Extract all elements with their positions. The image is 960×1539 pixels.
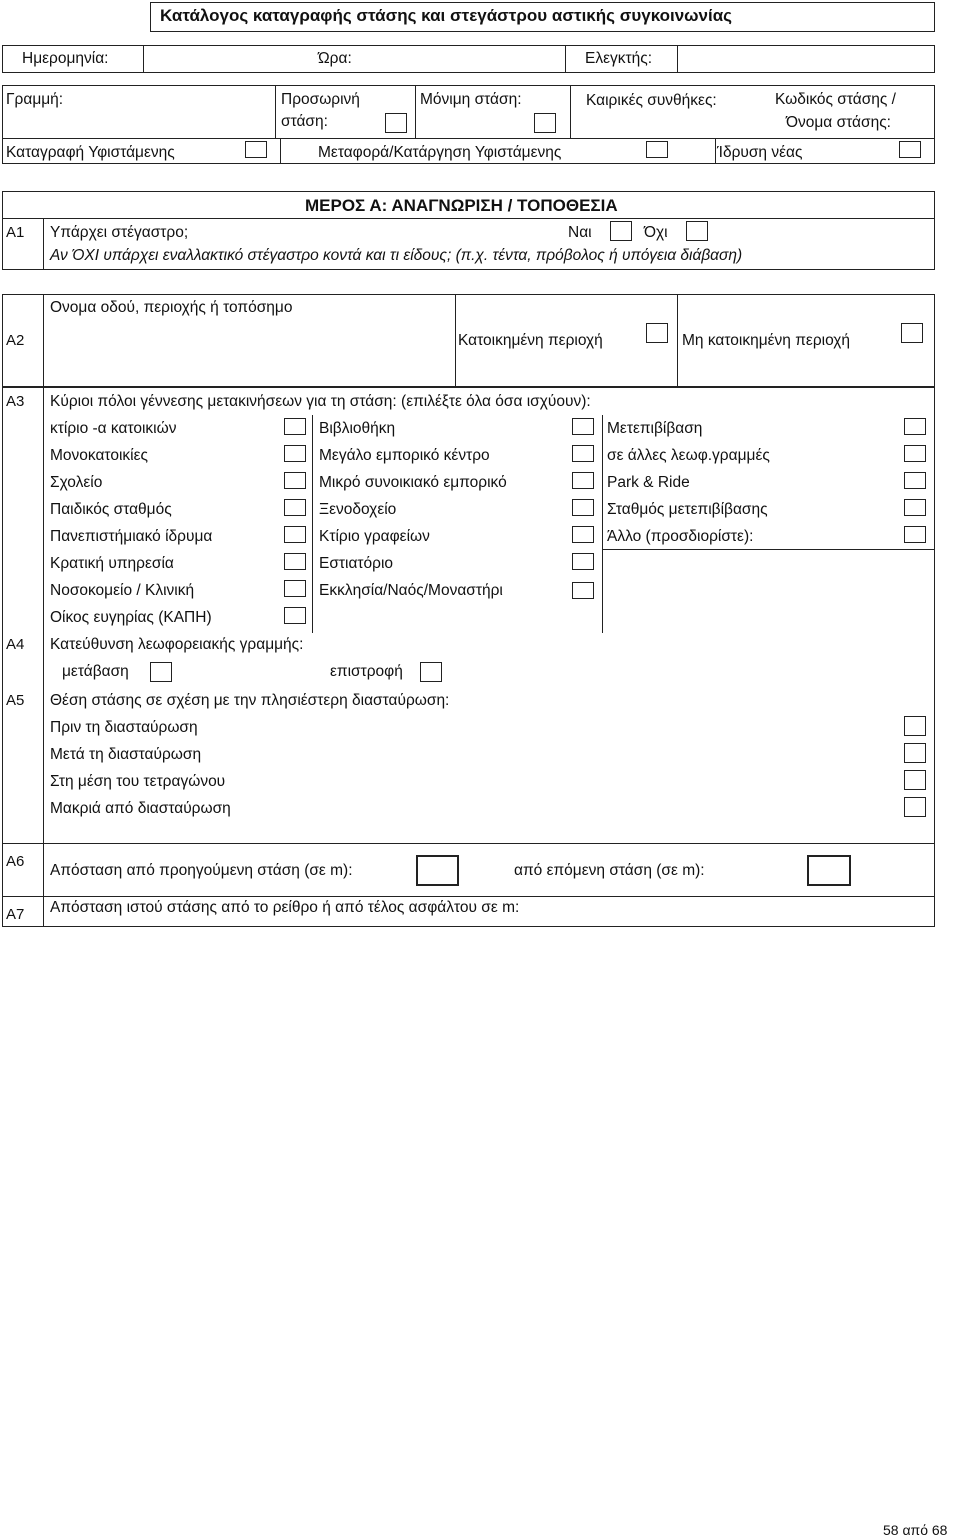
a4-outbound-label: μετάβαση: [62, 663, 129, 680]
a3-col2-checkbox[interactable]: [572, 418, 594, 435]
a4-return-checkbox[interactable]: [420, 662, 442, 682]
a6-code: A6: [6, 853, 25, 870]
a3-col2-checkbox[interactable]: [572, 445, 594, 462]
move-cancel-checkbox[interactable]: [646, 141, 668, 158]
a5-option-checkbox[interactable]: [904, 716, 926, 736]
a3-col1-item: Κρατική υπηρεσία: [50, 555, 174, 572]
a3-col2-checkbox[interactable]: [572, 472, 594, 489]
a3-col3-checkbox[interactable]: [904, 526, 926, 543]
a3-col3-checkbox[interactable]: [904, 472, 926, 489]
a3-col3-item: Park & Ride: [607, 474, 690, 491]
a1-question: Υπάρχει στέγαστρο;: [50, 224, 189, 241]
a3-col2-item: Μεγάλο εμπορικό κέντρο: [319, 447, 490, 464]
a3-col1-checkbox[interactable]: [284, 607, 306, 624]
a3-a7-box: [2, 387, 935, 927]
a3-col2-checkbox[interactable]: [572, 499, 594, 516]
a3-col1-item: Παιδικός σταθμός: [50, 501, 172, 518]
a3-col2-checkbox[interactable]: [572, 526, 594, 543]
a3-col2-item: Εστιατόριο: [319, 555, 394, 572]
a6-prev-label: Απόσταση από προηγούμενη στάση (σε m):: [50, 862, 353, 879]
a3-col3-item: Σταθμός μετεπιβίβασης: [607, 501, 768, 518]
a3-col1-item: Πανεπιστήμιακό ίδρυμα: [50, 528, 213, 545]
a3-col1-checkbox[interactable]: [284, 580, 306, 597]
a2-code: A2: [6, 332, 25, 349]
temp-stop-checkbox[interactable]: [385, 113, 407, 133]
a3-col2-checkbox[interactable]: [572, 582, 594, 599]
a3-col2-item: Εκκλησία/Ναός/Μοναστήρι: [319, 582, 503, 599]
a3-col2-item: Μικρό συνοικιακό εμπορικό: [319, 474, 507, 491]
a3-question: Κύριοι πόλοι γέννεσης μετακινήσεων για τη στάση: (επιλέξτε όλα όσα ισχύουν):: [50, 393, 591, 410]
record-existing-checkbox[interactable]: [245, 141, 267, 158]
a1-alt-question: Αν ΌΧΙ υπάρχει εναλλακτικό στέγαστρο κοντά και τι είδους; (π.χ. τέντα, πρόβολος ή υπόγεια διάβαση): [50, 247, 743, 264]
new-stop-checkbox[interactable]: [899, 141, 921, 158]
line-label: Γραμμή:: [6, 91, 64, 108]
a5-question: Θέση στάσης σε σχέση με την πλησιέστερη διασταύρωση:: [50, 692, 450, 709]
page-number: 58 από 68: [883, 1522, 948, 1538]
a5-option-checkbox[interactable]: [904, 743, 926, 763]
a1-no-label: Όχι: [644, 224, 668, 241]
a5-option: Μετά τη διασταύρωση: [50, 746, 202, 763]
a3-col2-item: Ξενοδοχείο: [319, 501, 397, 518]
a4-code: A4: [6, 636, 25, 653]
move-cancel-label: Μεταφορά/Κατάργηση Υφιστάμενης: [318, 144, 562, 161]
a5-code: A5: [6, 692, 25, 709]
a6-next-label: από επόμενη στάση (σε m):: [514, 862, 705, 879]
a2-urban-checkbox[interactable]: [646, 323, 668, 343]
date-row: [2, 45, 935, 73]
record-existing-label: Καταγραφή Υφιστάμενης: [6, 144, 175, 161]
stop-code-label-1: Κωδικός στάσης /: [775, 91, 896, 108]
a2-street-label: Ονομα οδού, περιοχής ή τοπόσημο: [50, 299, 293, 316]
weather-label: Καιρικές συνθήκες:: [586, 92, 717, 109]
a7-label: Απόσταση ιστού στάσης από το ρείθρο ή από τέλος ασφάλτου σε m:: [50, 899, 520, 916]
perm-stop-label: Μόνιμη στάση:: [420, 91, 522, 108]
a1-no-checkbox[interactable]: [686, 221, 708, 241]
a3-col3-item: Άλλο (προσδιορίστε):: [607, 528, 754, 545]
a4-outbound-checkbox[interactable]: [150, 662, 172, 682]
a3-col1-checkbox[interactable]: [284, 499, 306, 516]
a4-question: Κατεύθυνση λεωφορειακής γραμμής:: [50, 636, 304, 653]
a3-col2-item: Κτίριο γραφείων: [319, 528, 430, 545]
a3-col1-checkbox[interactable]: [284, 553, 306, 570]
a6-prev-distance-input[interactable]: [416, 855, 459, 886]
a3-col1-item: Σχολείο: [50, 474, 103, 491]
section-a-title: ΜΕΡΟΣ Α: ΑΝΑΓΝΩΡΙΣΗ / ΤΟΠΟΘΕΣΙΑ: [305, 196, 618, 215]
a5-option: Πριν τη διασταύρωση: [50, 719, 198, 736]
a3-col1-checkbox[interactable]: [284, 526, 306, 543]
temp-stop-label-1: Προσωρινή: [281, 91, 360, 108]
new-stop-label: Ίδρυση νέας: [717, 144, 803, 161]
a6-next-distance-input[interactable]: [807, 855, 851, 886]
date-label: Ημερομηνία:: [22, 50, 109, 67]
a1-yes-checkbox[interactable]: [610, 221, 632, 241]
a3-col1-item: Μονοκατοικίες: [50, 447, 148, 464]
perm-stop-checkbox[interactable]: [534, 113, 556, 133]
a3-code: A3: [6, 393, 25, 410]
a3-col2-checkbox[interactable]: [572, 553, 594, 570]
a7-code: A7: [6, 906, 25, 923]
a5-option: Στη μέση του τετραγώνου: [50, 773, 226, 790]
a3-col2-item: Βιβλιοθήκη: [319, 420, 396, 437]
a2-non-urban-checkbox[interactable]: [901, 323, 923, 343]
a5-option-checkbox[interactable]: [904, 797, 926, 817]
a3-col3-checkbox[interactable]: [904, 499, 926, 516]
a3-col3-checkbox[interactable]: [904, 418, 926, 435]
a5-option: Μακριά από διασταύρωση: [50, 800, 231, 817]
a2-urban-label: Κατοικημένη περιοχή: [458, 332, 603, 349]
a3-col1-checkbox[interactable]: [284, 472, 306, 489]
a4-return-label: επιστροφή: [330, 663, 403, 680]
a3-col3-item: σε άλλες λεωφ.γραμμές: [607, 447, 770, 464]
a1-yes-label: Ναι: [568, 224, 592, 241]
inspector-label: Ελεγκτής:: [585, 50, 653, 67]
a3-col1-checkbox[interactable]: [284, 445, 306, 462]
a3-col3-checkbox[interactable]: [904, 445, 926, 462]
temp-stop-label-2: στάση:: [281, 113, 328, 130]
a3-col3-item: Μετεπιβίβαση: [607, 420, 703, 437]
page-title: Κατάλογος καταγραφής στάσης και στεγάστρου αστικής συγκοινωνίας: [160, 6, 733, 25]
time-label: Ώρα:: [318, 50, 352, 67]
stop-code-label-2: Όνομα στάσης:: [786, 114, 891, 131]
a2-non-urban-label: Μη κατοικημένη περιοχή: [682, 332, 851, 349]
a5-option-checkbox[interactable]: [904, 770, 926, 790]
a3-col1-item: Νοσοκομείο / Κλινική: [50, 582, 195, 599]
a3-col1-item: Οίκος ευγηρίας (ΚΑΠΗ): [50, 609, 212, 626]
a3-col1-item: κτίριο -α κατοικιών: [50, 420, 177, 437]
a3-col1-checkbox[interactable]: [284, 418, 306, 435]
a1-code: A1: [6, 224, 25, 241]
